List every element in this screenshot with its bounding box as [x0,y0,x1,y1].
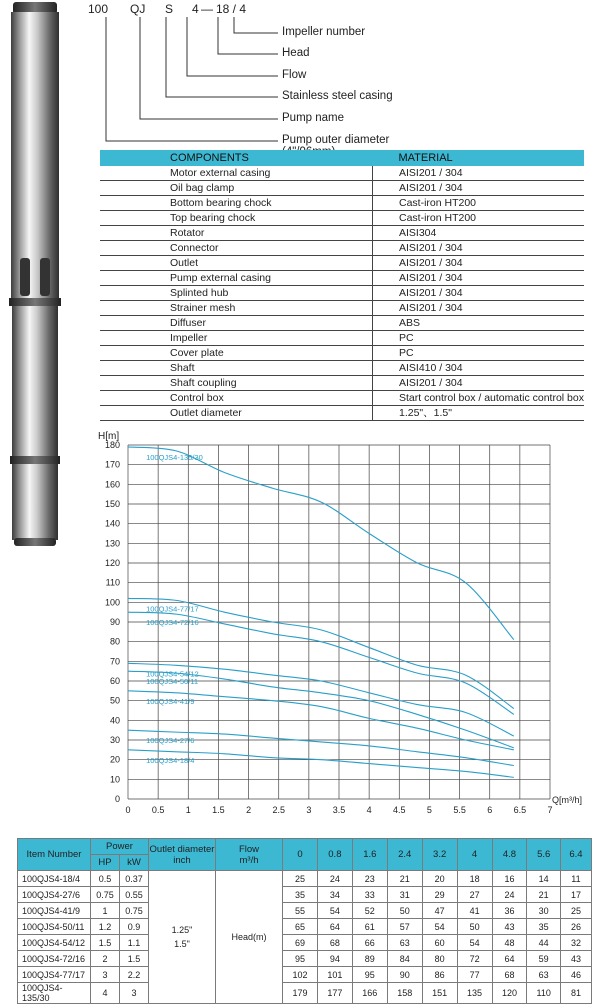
component-name: Connector [100,241,372,256]
perf-kw: 0.37 [120,871,149,887]
performance-row [18,983,592,1004]
perf-head-value: 25 [560,903,591,919]
series-label: 100QJS4-72/16 [146,618,199,628]
x-tick-label: 4.5 [393,805,406,815]
x-axis-label: Q[m³/h] [552,795,583,805]
code-pump-name: QJ [130,2,146,16]
perf-head-value: 50 [387,903,422,919]
component-name: Control box [100,391,372,406]
perf-hp: 2 [91,951,120,967]
y-tick-label: 0 [114,794,120,804]
perf-head-value: 23 [352,871,387,887]
label-impeller-number: Impeller number [282,26,366,38]
perf-kw: 0.9 [120,919,149,935]
perf-head-value: 90 [387,967,422,983]
performance-row [18,903,592,919]
code-dash: — [201,2,213,16]
component-row [100,316,584,331]
y-tick-label: 80 [109,636,120,647]
x-tick-label: 2.5 [272,805,285,815]
perf-outlet-value: 1.5" [174,939,190,949]
y-tick-label: 150 [104,499,120,509]
perf-head-value: 36 [492,903,527,919]
perf-head-value: 43 [560,951,591,967]
component-material: ABS [372,316,584,331]
perf-head-value: 17 [560,887,591,903]
perf-hp: 1.2 [91,919,120,935]
perf-head-label: Head(m) [216,871,283,1004]
component-material: Cast-iron HT200 [372,196,584,211]
y-tick-label: 50 [109,695,120,706]
label-stainless-casing: Stainless steel casing [282,90,393,102]
perf-head-value: 95 [283,951,318,967]
perf-hp: 0.75 [91,887,120,903]
perf-flow-6: 4.8 [492,839,527,871]
series-label: 100QJS4-18/4 [146,755,195,765]
performance-row [18,871,592,887]
component-row [100,241,584,256]
perf-item-number: 100QJS4-27/6 [18,887,91,903]
perf-outlet-diameter [149,871,216,1004]
perf-head-value: 32 [560,935,591,951]
component-material: AISI201 / 304 [372,301,584,316]
perf-flow-0: 0 [283,839,318,871]
code-flow: 4 [192,2,199,16]
series-label: 100QJS4-27/6 [146,736,195,746]
perf-head-value: 57 [387,919,422,935]
performance-table [17,838,592,1004]
y-tick-label: 110 [105,577,120,588]
perf-head-value: 48 [492,935,527,951]
perf-head-value: 21 [527,887,560,903]
components-table [100,150,584,421]
component-row [100,211,584,226]
perf-item-number: 100QJS4-72/16 [18,951,91,967]
perf-head-value: 64 [492,951,527,967]
perf-head-value: 25 [283,871,318,887]
material-header: MATERIAL [372,150,584,166]
perf-kw: 1.1 [120,935,149,951]
perf-head-value: 69 [283,935,318,951]
perf-head-value: 24 [492,887,527,903]
performance-row [18,951,592,967]
y-tick-label: 160 [104,479,120,490]
component-row [100,226,584,241]
perf-head-value: 120 [492,983,527,1004]
y-axis-label: H[m] [98,431,120,442]
perf-header-flow-label: Flow [238,843,260,855]
performance-row [18,919,592,935]
perf-item-number: 100QJS4-135/30 [18,983,91,1004]
perf-head-value: 65 [283,919,318,935]
y-tick-label: 40 [109,715,120,726]
components-header: COMPONENTS [100,150,372,166]
perf-head-value: 84 [387,951,422,967]
perf-head-value: 50 [457,919,492,935]
component-row [100,391,584,406]
component-name: Impeller [100,331,372,346]
component-material: PC [372,346,584,361]
perf-head-value: 72 [457,951,492,967]
component-name: Shaft coupling [100,376,372,391]
perf-item-number: 100QJS4-50/11 [18,919,91,935]
y-tick-label: 30 [109,735,120,745]
component-material: PC [372,331,584,346]
x-tick-label: 7 [547,805,553,815]
component-name: Motor external casing [100,166,372,181]
model-code-diagram [88,0,408,150]
x-tick-label: 5 [426,805,432,815]
y-tick-label: 20 [109,754,120,765]
perf-head-value: 77 [457,967,492,983]
perf-head-value: 43 [492,919,527,935]
perf-header-power: Power [91,839,149,855]
perf-head-value: 110 [527,983,560,1004]
perf-header-flow [216,839,283,871]
perf-item-number: 100QJS4-41/9 [18,903,91,919]
component-row [100,271,584,286]
component-name: Oil bag clamp [100,181,372,196]
component-name: Outlet diameter [100,406,372,421]
label-outer-diameter: Pump outer diameter [282,134,390,146]
perf-header-flow-unit: m³/h [239,854,259,866]
perf-header-kw: kW [120,855,149,871]
code-head-impeller: 18 / 4 [216,2,247,16]
perf-head-value: 61 [352,919,387,935]
component-material: AISI201 / 304 [372,256,584,271]
perf-item-number: 100QJS4-54/12 [18,935,91,951]
component-name: Strainer mesh [100,301,372,316]
perf-head-value: 80 [422,951,457,967]
perf-head-value: 68 [492,967,527,983]
performance-chart [88,428,600,823]
perf-outlet-value: 1.25" [171,925,193,935]
x-tick-label: 0.5 [151,805,165,815]
y-tick-label: 90 [109,617,120,627]
component-material: AISI304 [372,226,584,241]
perf-head-value: 16 [492,871,527,887]
perf-kw: 3 [120,983,149,1004]
x-tick-label: 5.5 [453,805,466,815]
perf-head-value: 35 [283,887,318,903]
x-tick-label: 0 [125,805,131,815]
component-name: Pump external casing [100,271,372,286]
y-tick-label: 170 [104,459,120,470]
component-row [100,286,584,301]
y-tick-label: 180 [104,440,120,450]
component-material: Start control box / automatic control box [372,391,584,406]
component-material: AISI201 / 304 [372,181,584,196]
model-leader-lines [88,0,408,150]
perf-head-value: 47 [422,903,457,919]
component-row [100,256,584,271]
perf-kw: 0.55 [120,887,149,903]
component-name: Rotator [100,226,372,241]
y-tick-label: 10 [109,774,120,785]
components-header-row [100,150,584,166]
pump-illustration [0,0,75,548]
component-row [100,196,584,211]
perf-hp: 0.5 [91,871,120,887]
code-diameter: 100 [88,2,109,16]
perf-head-value: 151 [422,983,457,1004]
perf-flow-5: 4 [457,839,492,871]
perf-head-value: 135 [457,983,492,1004]
perf-head-value: 54 [422,919,457,935]
perf-head-value: 59 [527,951,560,967]
perf-head-value: 20 [422,871,457,887]
y-tick-label: 70 [109,656,120,667]
component-name: Bottom bearing chock [100,196,372,211]
y-tick-label: 60 [109,676,120,686]
component-row [100,331,584,346]
perf-head-value: 86 [422,967,457,983]
component-material: 1.25"、1.5" [372,406,584,421]
perf-head-value: 54 [317,903,352,919]
perf-head-value: 63 [387,935,422,951]
perf-head-value: 177 [317,983,352,1004]
perf-header-hp: HP [91,855,120,871]
x-tick-label: 3.5 [332,805,346,815]
perf-head-value: 89 [352,951,387,967]
perf-head-value: 81 [560,983,591,1004]
component-name: Splinted hub [100,286,372,301]
perf-head-value: 55 [283,903,318,919]
component-material: AISI201 / 304 [372,286,584,301]
perf-head-value: 52 [352,903,387,919]
perf-kw: 2.2 [120,967,149,983]
series-label: 100QJS4-77/17 [146,604,199,614]
perf-head-value: 54 [457,935,492,951]
component-name: Cover plate [100,346,372,361]
component-material: AISI201 / 304 [372,271,584,286]
component-row [100,346,584,361]
component-name: Top bearing chock [100,211,372,226]
component-material: AISI201 / 304 [372,376,584,391]
perf-head-value: 24 [317,871,352,887]
perf-head-value: 102 [283,967,318,983]
component-row [100,181,584,196]
perf-head-value: 66 [352,935,387,951]
y-tick-label: 120 [104,558,120,568]
component-material: AISI410 / 304 [372,361,584,376]
perf-flow-7: 5.6 [527,839,560,871]
component-row [100,406,584,421]
series-label: 100QJS4-50/11 [146,677,199,687]
perf-flow-8: 6.4 [560,839,591,871]
perf-item-number: 100QJS4-18/4 [18,871,91,887]
perf-kw: 0.75 [120,903,149,919]
series-line [128,598,514,708]
perf-head-value: 35 [527,919,560,935]
component-material: Cast-iron HT200 [372,211,584,226]
perf-head-value: 60 [422,935,457,951]
perf-head-value: 166 [352,983,387,1004]
x-tick-label: 2 [246,805,252,815]
perf-head-value: 11 [560,871,591,887]
component-name: Shaft [100,361,372,376]
perf-head-value: 101 [317,967,352,983]
perf-hp: 3 [91,967,120,983]
code-casing: S [165,2,174,16]
component-name: Outlet [100,256,372,271]
performance-chart-svg [88,428,600,823]
perf-head-value: 95 [352,967,387,983]
component-name: Diffuser [100,316,372,331]
perf-head-value: 44 [527,935,560,951]
perf-head-value: 18 [457,871,492,887]
perf-head-value: 158 [387,983,422,1004]
perf-item-number: 100QJS4-77/17 [18,967,91,983]
perf-head-value: 31 [387,887,422,903]
y-tick-label: 130 [104,538,120,549]
x-tick-label: 4 [366,805,372,815]
perf-header-item: Item Number [18,839,91,871]
performance-row [18,887,592,903]
perf-head-value: 26 [560,919,591,935]
perf-hp: 4 [91,983,120,1004]
component-row [100,166,584,181]
component-row [100,361,584,376]
perf-head-value: 94 [317,951,352,967]
perf-flow-4: 3.2 [422,839,457,871]
perf-head-value: 29 [422,887,457,903]
perf-head-value: 46 [560,967,591,983]
series-label: 100QJS4-41/9 [146,696,195,706]
perf-head-value: 41 [457,903,492,919]
perf-head-value: 30 [527,903,560,919]
perf-head-value: 34 [317,887,352,903]
perf-flow-3: 2.4 [387,839,422,871]
perf-hp: 1.5 [91,935,120,951]
x-tick-label: 3 [306,805,312,815]
perf-head-value: 14 [527,871,560,887]
y-tick-label: 100 [104,597,120,608]
component-material: AISI201 / 304 [372,241,584,256]
perf-header-outlet: Outlet diameter inch [149,839,216,871]
perf-head-value: 27 [457,887,492,903]
x-tick-label: 1 [185,805,191,815]
x-tick-label: 6.5 [513,805,527,815]
y-tick-label: 140 [104,518,120,529]
component-material: AISI201 / 304 [372,166,584,181]
perf-head-value: 68 [317,935,352,951]
x-tick-label: 1.5 [212,805,225,815]
perf-kw: 1.5 [120,951,149,967]
series-label: 100QJS4-135/30 [146,452,203,462]
x-tick-label: 6 [487,805,493,815]
label-flow: Flow [282,69,307,81]
label-head: Head [282,47,310,59]
perf-head-value: 179 [283,983,318,1004]
perf-head-value: 21 [387,871,422,887]
performance-row [18,935,592,951]
perf-head-value: 33 [352,887,387,903]
component-row [100,301,584,316]
series-label: 100QJS4-54/12 [146,669,199,679]
component-row [100,376,584,391]
label-pump-name: Pump name [282,112,345,124]
perf-flow-1: 0.8 [317,839,352,871]
perf-hp: 1 [91,903,120,919]
perf-head-value: 63 [527,967,560,983]
performance-row [18,967,592,983]
perf-flow-2: 1.6 [352,839,387,871]
perf-head-value: 64 [317,919,352,935]
